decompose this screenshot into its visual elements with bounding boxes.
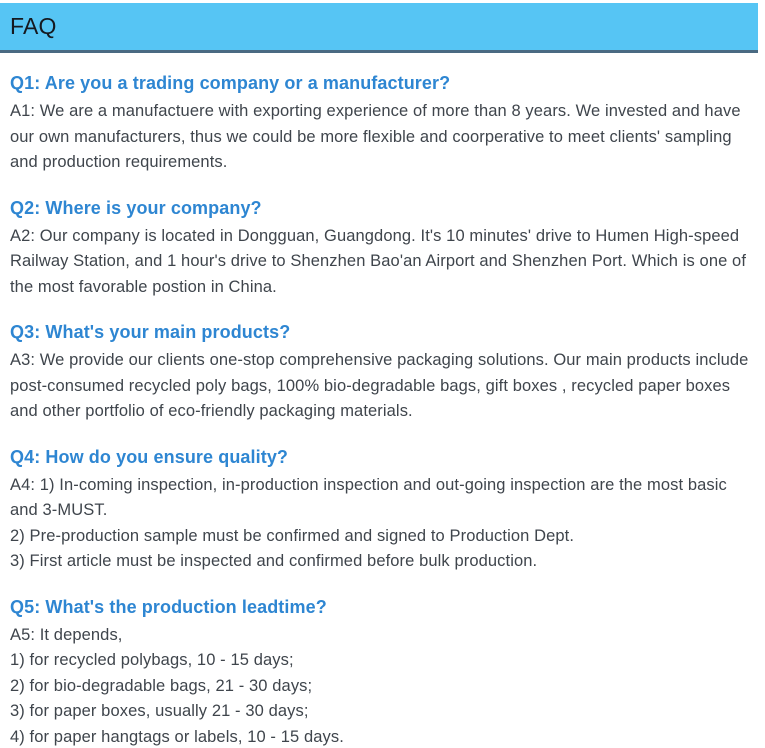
faq-list <box>0 73 765 748</box>
faq-answer <box>10 623 755 748</box>
faq-item <box>10 597 755 748</box>
faq-item <box>10 322 755 425</box>
faq-item <box>10 447 755 575</box>
answer-line: 3) First article must be inspected and confirmed before bulk production. <box>10 552 538 570</box>
answer-line: A2: Our company is located in Dongguan, Guangdong. It's 10 minutes' drive to Humen High-speed Railway Station, and 1 hour's drive to Shenzhen Bao'an Airport and Shenzhen Port. Which is one of the most favorable postion in China. <box>10 226 747 296</box>
answer-line: A5: It depends, <box>10 625 123 644</box>
faq-answer <box>10 348 755 425</box>
page-title: FAQ <box>10 13 57 39</box>
faq-answer <box>10 473 755 575</box>
faq-question: Q2: Where is your company? <box>10 197 262 218</box>
answer-line: 2) for bio-degradable bags, 21 - 30 days; <box>10 676 313 695</box>
faq-question: Q4: How do you ensure quality? <box>10 446 289 467</box>
faq-answer <box>10 99 755 176</box>
answer-line: A3: We provide our clients one-stop comprehensive packaging solutions. Our main products include post-consumed recycled poly bags, 100% bio-degradable bags, gift boxes , recycled paper boxes and other portfolio of eco-friendly packaging materials. <box>10 351 749 420</box>
answer-line: 3) for paper boxes, usually 21 - 30 days; <box>10 702 309 720</box>
faq-item <box>10 73 755 176</box>
faq-answer <box>10 224 755 301</box>
faq-item <box>10 198 755 301</box>
faq-question: Q3: What's your main products? <box>10 322 291 342</box>
faq-question: Q5: What's the production leadtime? <box>10 596 327 617</box>
answer-line: 1) for recycled polybags, 10 - 15 days; <box>10 651 294 669</box>
faq-question: Q1: Are you a trading company or a manufacturer? <box>10 73 451 93</box>
faq-header-bar <box>0 3 758 53</box>
answer-line: A4: 1) In-coming inspection, in-production inspection and out-going inspection are the most basic and 3-MUST. <box>10 475 727 519</box>
answer-line: 2) Pre-production sample must be confirmed and signed to Production Dept. <box>10 526 575 545</box>
answer-line: 4) for paper hangtags or labels, 10 - 15 days. <box>10 727 344 746</box>
answer-line: A1: We are a manufactuere with exporting experience of more than 8 years. We invested and have our own manufacturers, thus we could be more flexible and coorperative to meet clients' sampling and production requirements. <box>10 102 741 171</box>
